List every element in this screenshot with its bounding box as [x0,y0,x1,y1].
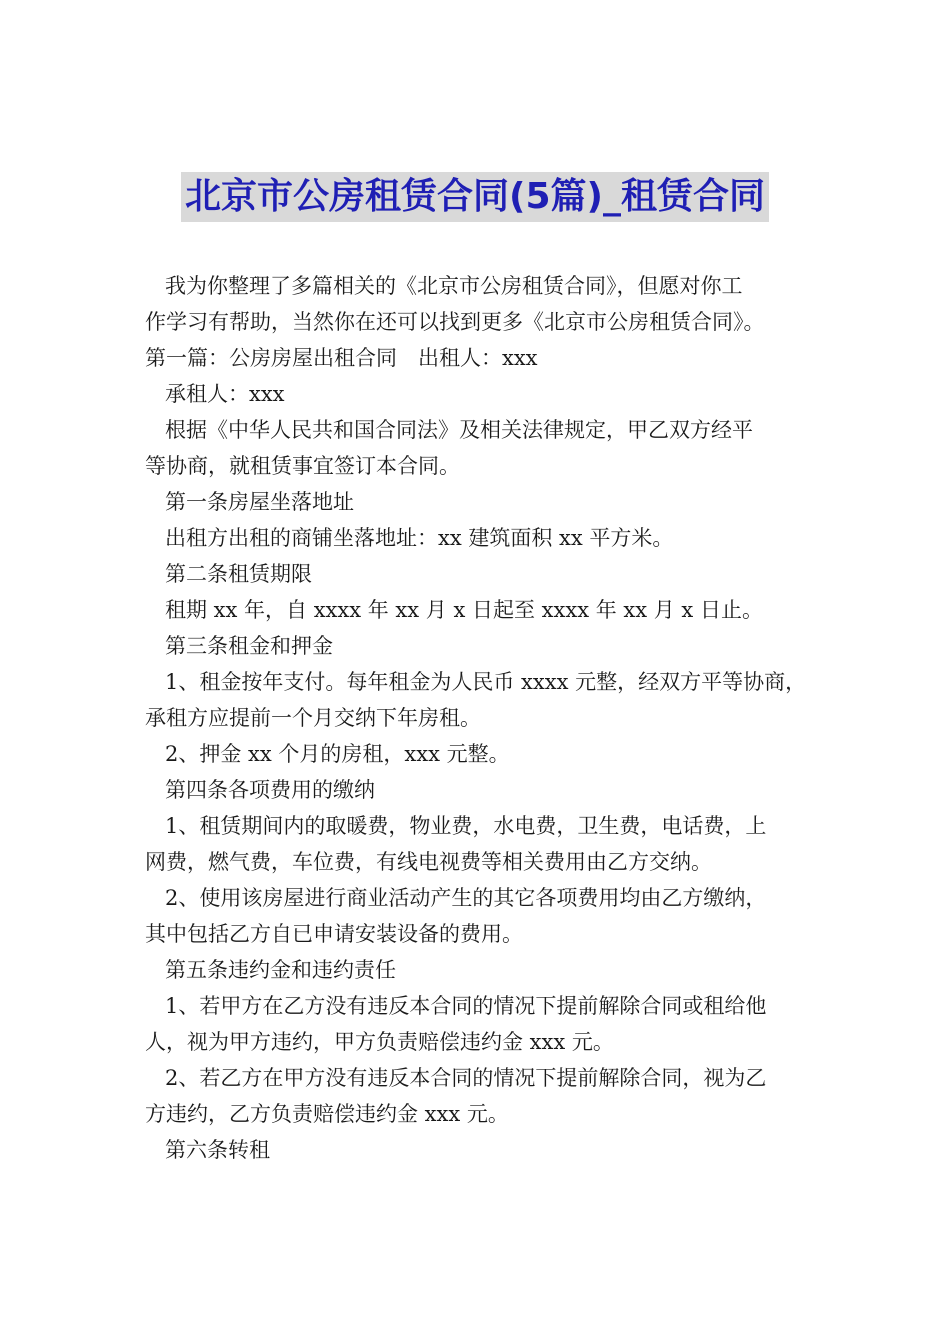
section-heading: 第三条租金和押金 [165,634,333,658]
section-heading: 第四条各项费用的缴纳 [165,778,375,802]
section-heading: 第六条转租 [165,1138,270,1162]
body-line: 第一篇：公房房屋出租合同 出租人：xxx [145,346,538,370]
body-line: 根据《中华人民共和国合同法》及相关法律规定，甲乙双方经平 [165,418,753,442]
body-line: 作学习有帮助，当然你在还可以找到更多《北京市公房租赁合同》。 [145,310,765,334]
body-line: 人，视为甲方违约，甲方负责赔偿违约金 xxx 元。 [145,1030,614,1054]
section-heading: 第五条违约金和违约责任 [165,958,396,982]
document-title: 北京市公房租赁合同(5篇)_租赁合同 [181,172,769,222]
body-line: 承租方应提前一个月交纳下年房租。 [145,706,481,730]
body-line: 2、若乙方在甲方没有违反本合同的情况下提前解除合同，视为乙 [165,1066,767,1090]
body-line: 出租方出租的商铺坐落地址：xx 建筑面积 xx 平方米。 [165,526,674,550]
body-line: 其中包括乙方自已申请安装设备的费用。 [145,922,523,946]
body-line: 2、押金 xx 个月的房租，xxx 元整。 [165,742,510,766]
body-line: 2、使用该房屋进行商业活动产生的其它各项费用均由乙方缴纳， [165,886,767,910]
body-line: 我为你整理了多篇相关的《北京市公房租赁合同》，但愿对你工 [165,274,743,298]
title-container [0,172,950,222]
body-line: 方违约，乙方负责赔偿违约金 xxx 元。 [145,1102,509,1126]
section-heading: 第一条房屋坐落地址 [165,490,354,514]
body-line: 等协商，就租赁事宜签订本合同。 [145,454,460,478]
body-line: 1、租赁期间内的取暖费，物业费，水电费，卫生费，电话费，上 [165,814,767,838]
document-body [145,268,817,1168]
section-heading: 第二条租赁期限 [165,562,312,586]
body-line: 网费，燃气费，车位费，有线电视费等相关费用由乙方交纳。 [145,850,712,874]
body-line: 1、若甲方在乙方没有违反本合同的情况下提前解除合同或租给他 [165,994,767,1018]
body-line: 承租人：xxx [165,382,285,406]
body-line: 1、租金按年支付。每年租金为人民币 xxxx 元整，经双方平等协商， [165,670,807,694]
body-line: 租期 xx 年，自 xxxx 年 xx 月 x 日起至 xxxx 年 xx 月 x 日止。 [165,598,763,622]
